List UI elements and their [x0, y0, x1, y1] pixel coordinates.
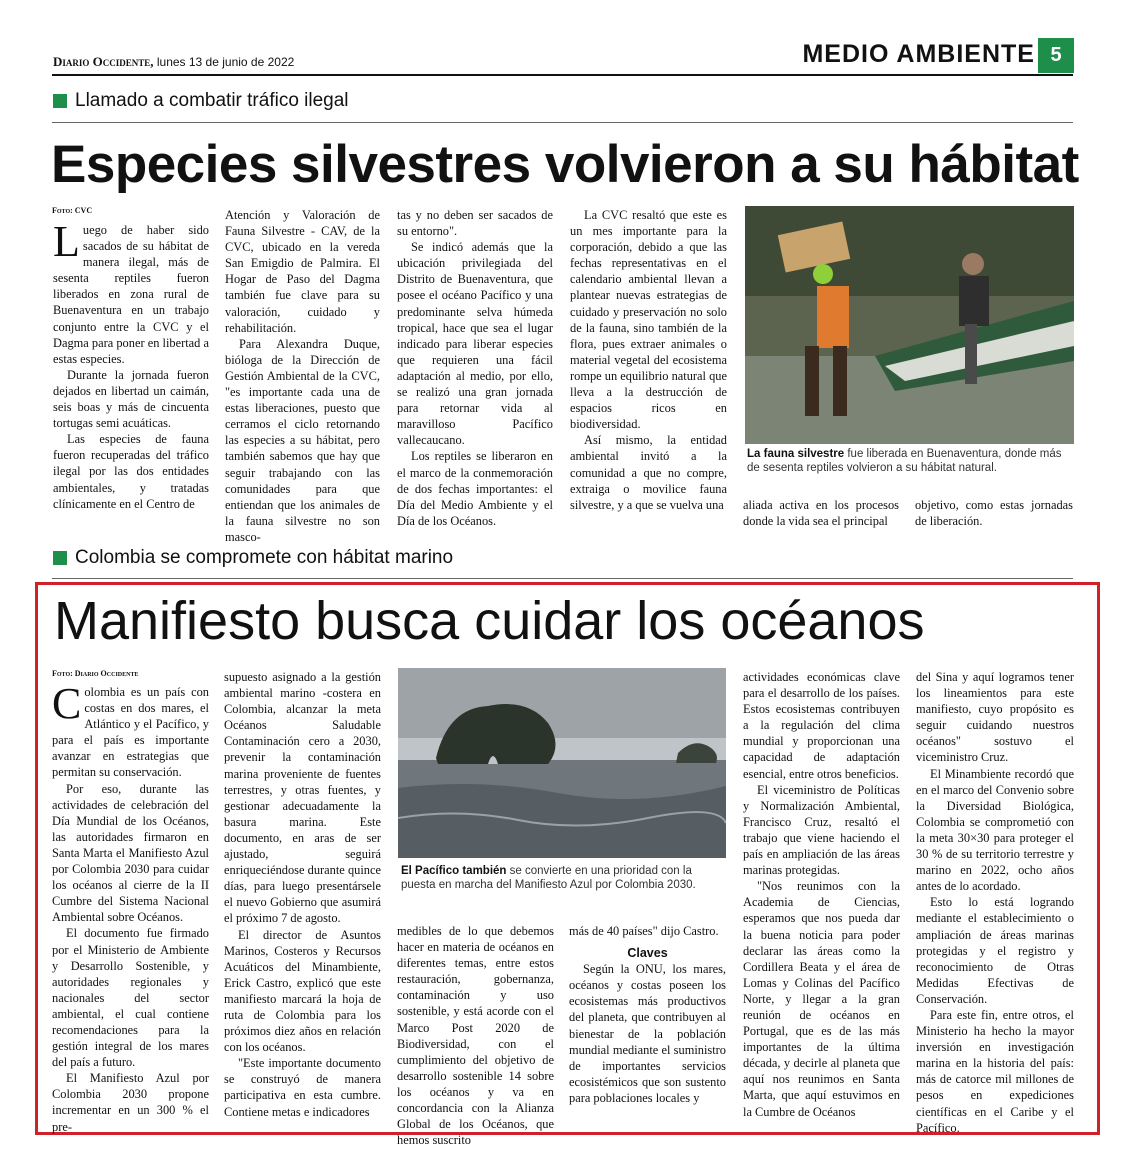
green-square-icon — [53, 94, 67, 108]
article1-column-3 — [397, 207, 553, 529]
caption-lead: El Pacífico también — [401, 865, 507, 877]
article2-column-5 — [743, 669, 900, 1120]
paragraph: Se indicó además que la ubicación privilegiada del Distrito de Buenaventura, que posee el océano Pacífico y una predominante selva húmeda tropical, hace que sea el lugar indicado para liberar especies que requieren una fácil adaptación al medio, por ello, se realizó una gran jornada para retornar vida al maravilloso Pacífico vallecaucano. — [397, 240, 553, 448]
article2-column-3 — [397, 923, 554, 1148]
paragraph: tas y no deben ser sacados de su entorno". — [397, 208, 553, 239]
article1-photo — [745, 206, 1074, 444]
paragraph: Por eso, durante las actividades de celebración del Día Mundial de los Océanos, las autoridades firmaron en Santa Marta el Manifiesto Azul por Colombia 2030 para cuidar los océanos al cierre de la II Cumbre del Sistema Nacional Ambiental sobre Océanos. — [52, 781, 209, 925]
paragraph: El Minambiente recordó que en el marco del Convenio sobre la Diversidad Biológica, Colombia se comprometió con la meta 30×30 para proteger el 30 % de su territorio terrestre y marino en 2022, ocho años antes de lo acordado. — [916, 766, 1074, 894]
paragraph: Así mismo, la entidad ambiental invitó a la comunidad a que no compre, extraiga o movilice fauna silvestre, y a que se vuelva una — [570, 433, 727, 512]
paragraph: Atención y Valoración de Fauna Silvestre - CAV, de la CVC, ubicado en la vereda San Emigdio de Palmira. El Hogar de Paso del Dagma también fue clave para su valoración, cuidado y rehabilitación. — [225, 208, 380, 335]
paragraph: Para este fin, entre otros, el Ministerio ha hecho la mayor inversión en investigación marina en la historia del país: más de catorce mil millones de pesos en expediciones científicas en el Caribe y el Pacífico. — [916, 1007, 1074, 1135]
paragraph: medibles de lo que debemos hacer en materia de océanos en diferentes temas, entre estos restauración, gobernanza, contaminación y uso sostenible, y está acorde con el Marco Post 2020 de Biodiversidad, con el cumplimiento del objetivo de desarrollo sostenible 14 sobre los océanos y va en concordancia con la Alianza Global de los Océanos, que hemos suscrito — [397, 924, 554, 1148]
article1-column-6 — [915, 497, 1073, 529]
paragraph: "Nos reunimos con la Academia de Ciencias, esperamos que nos pueda dar la buena noticia para poder declarar las áreas como la Cordillera Beata y el área de Lomas y Colinas del Pacífico Norte, y llegar a la gran reunión de océanos en Portugal, que es de las más importantes de la última década, y decirle al planeta que aquí nos reunimos en Santa Marta, que aquí estuvimos en la Cumbre de Océanos — [743, 879, 900, 1119]
newspaper-name: Diario Occidente, — [53, 54, 154, 69]
article1-column-1 — [53, 217, 209, 512]
page-number: 5 — [1038, 38, 1074, 73]
article1-column-4 — [570, 207, 727, 513]
issue-date: lunes 13 de junio de 2022 — [153, 55, 295, 69]
article1-column-2 — [225, 207, 380, 545]
article2-column-2 — [224, 669, 381, 1120]
article2-column-1 — [52, 679, 209, 1135]
article2-photo-credit: Foto: Diario Occidente — [52, 669, 139, 678]
article2-photo-caption — [401, 864, 723, 892]
article2-kicker — [53, 547, 453, 569]
paragraph: El Manifiesto Azul por Colombia 2030 propone incrementar en un 300 % el pre- — [52, 1071, 209, 1134]
article1-headline: Especies silvestres volvieron a su hábitat — [51, 135, 1079, 194]
kicker-rule — [52, 122, 1073, 123]
paragraph: actividades económicas clave para el desarrollo de los países. Estos ecosistemas contribuyen a la regulación del clima mundial y proporcionan una capacidad de adaptación esencial, entre otros beneficios. — [743, 670, 900, 781]
paragraph: más de 40 países" dijo Castro. — [569, 924, 719, 938]
paragraph: El viceministro de Políticas y Normalización Ambiental, Francisco Cruz, resaltó el trabajo que viene haciendo el país en ampliación de las áreas marinas protegidas. — [743, 782, 900, 878]
article2-column-4 — [569, 923, 726, 1106]
article2-kicker-text: Colombia se compromete con hábitat marino — [75, 547, 454, 568]
article1-photo-credit: Foto: CVC — [52, 206, 93, 215]
paragraph: El documento fue firmado por el Ministerio de Ambiente y Desarrollo Sostenible, y autoridades regionales y nacionales del sector ambiental, el cual contiene recomendaciones para la gestión integral de los mares del país a futuro. — [52, 926, 209, 1070]
caption-lead: La fauna silvestre — [747, 448, 845, 460]
paragraph: Esto lo está logrando mediante el establecimiento o ampliación de áreas marinas protegidas y el registro y reconocimiento de Otras Medidas Efectivas de Conservación. — [916, 895, 1074, 1006]
article2-headline: Manifiesto busca cuidar los océanos — [54, 591, 925, 651]
article1-kicker — [53, 90, 349, 112]
green-square-icon — [53, 551, 67, 565]
article1-photo-caption — [747, 447, 1067, 475]
paragraph: Los reptiles se liberaron en el marco de la conmemoración de dos fechas importantes: el Día del Medio Ambiente y el Día de los Océanos. — [397, 449, 553, 528]
paragraph: objetivo, como estas jornadas de liberación. — [915, 498, 1073, 529]
paragraph: Para Alexandra Duque, bióloga de la Dirección de Gestión Ambiental de la CVC, "es importante cada una de estas liberaciones, puesto que cerramos el ciclo retornando las especies a su hábitat, pero también sabemos que hay que seguir trabajando con las comunidades para que entiendan que los animales de la fauna silvestre no son masco- — [225, 336, 380, 544]
article2-column-6 — [916, 669, 1074, 1136]
caption-text: fue liberada en Buenaventura, donde más de sesenta reptiles volvieron a su hábitat natural. — [747, 448, 1062, 474]
paragraph: El director de Asuntos Marinos, Costeros y Recursos Acuáticos del Minambiente, Erick Castro, explicó que este manifiesto marcará la hoja de ruta de Colombia para los próximos diez años en relación con los océanos. — [224, 927, 381, 1055]
paragraph: supuesto asignado a la gestión ambiental marino -costera en Colombia, alcanzar la meta Océanos Saludable Contaminación cero a 2030, prevenir la contaminación marina proveniente de fuentes terrestres, y otras fuentes, y gestionar adecuadamente la basura marina. Este documento, en aras de ser ajustado, seguirá enriqueciéndose durante quince días, para luego presentársele el nuevo Gobierno que asumirá el próximo 7 de agosto. — [224, 670, 381, 926]
paragraph: del Sina y aquí logramos tener los lineamientos para este manifiesto, cuyo propósito es seguir cuidando nuestros océanos" sostuvo el viceministro Cruz. — [916, 670, 1074, 765]
paragraph: Según la ONU, los mares, océanos y costas poseen los ecosistemas más productivos del planeta, que contribuyen al bienestar de la población mundial mediante el suministro de importantes servicios ecosistémicos que son sustento para poblaciones locales y — [569, 962, 726, 1105]
paragraph: Las especies de fauna fueron recuperadas del tráfico ilegal por las dos entidades ambientales, y tratadas clínicamente en el Centro de — [53, 432, 209, 511]
paragraph: Durante la jornada fueron dejados en libertad un caimán, seis boas y más de cincuenta tortugas semi acuáticas. — [53, 367, 209, 431]
paragraph: Luego de haber sido sacados de su hábitat de manera ilegal, más de sesenta reptiles fueron liberados en zona rural de Buenaventura en un trabajo conjunto entre la CVC y el Dagma para poner en libertad a estas especies. — [53, 217, 209, 366]
paragraph: "Este importante documento se construyó de manera participativa en esta cumbre. Contiene metas e indicadores — [224, 1056, 381, 1119]
header-rule — [52, 74, 1073, 76]
kicker-rule — [52, 578, 1073, 579]
article1-kicker-text: Llamado a combatir tráfico ilegal — [75, 90, 349, 111]
paragraph: La CVC resaltó que este es un mes importante para la corporación, debido a que las fechas representativas en el calendario ambiental llevan a plantear nuevas estrategias de cuidado y preservación no solo de la fauna, sino también de la flora, pues extraer animales o material vegetal del ecosistema rompe un equilibrio natural que lleva a la destrucción de espacios ricos en biodiversidad. — [570, 208, 727, 432]
section-title: MEDIO AMBIENTE — [802, 40, 1035, 68]
article1-column-5 — [743, 497, 899, 529]
paragraph: Colombia es un país con costas en dos mares, el Atlántico y el Pacífico, y para el país es importante avanzar en estrategias que permitan su conservación. — [52, 679, 209, 780]
paragraph: aliada activa en los procesos donde la vida sea el principal — [743, 498, 899, 529]
caption-text: se convierte en una prioridad con la puesta en marcha del Manifiesto Azul por Colombia 2030. — [401, 865, 696, 891]
subheading-claves: Claves — [627, 946, 668, 961]
article2-photo — [398, 668, 726, 858]
masthead — [53, 54, 294, 70]
